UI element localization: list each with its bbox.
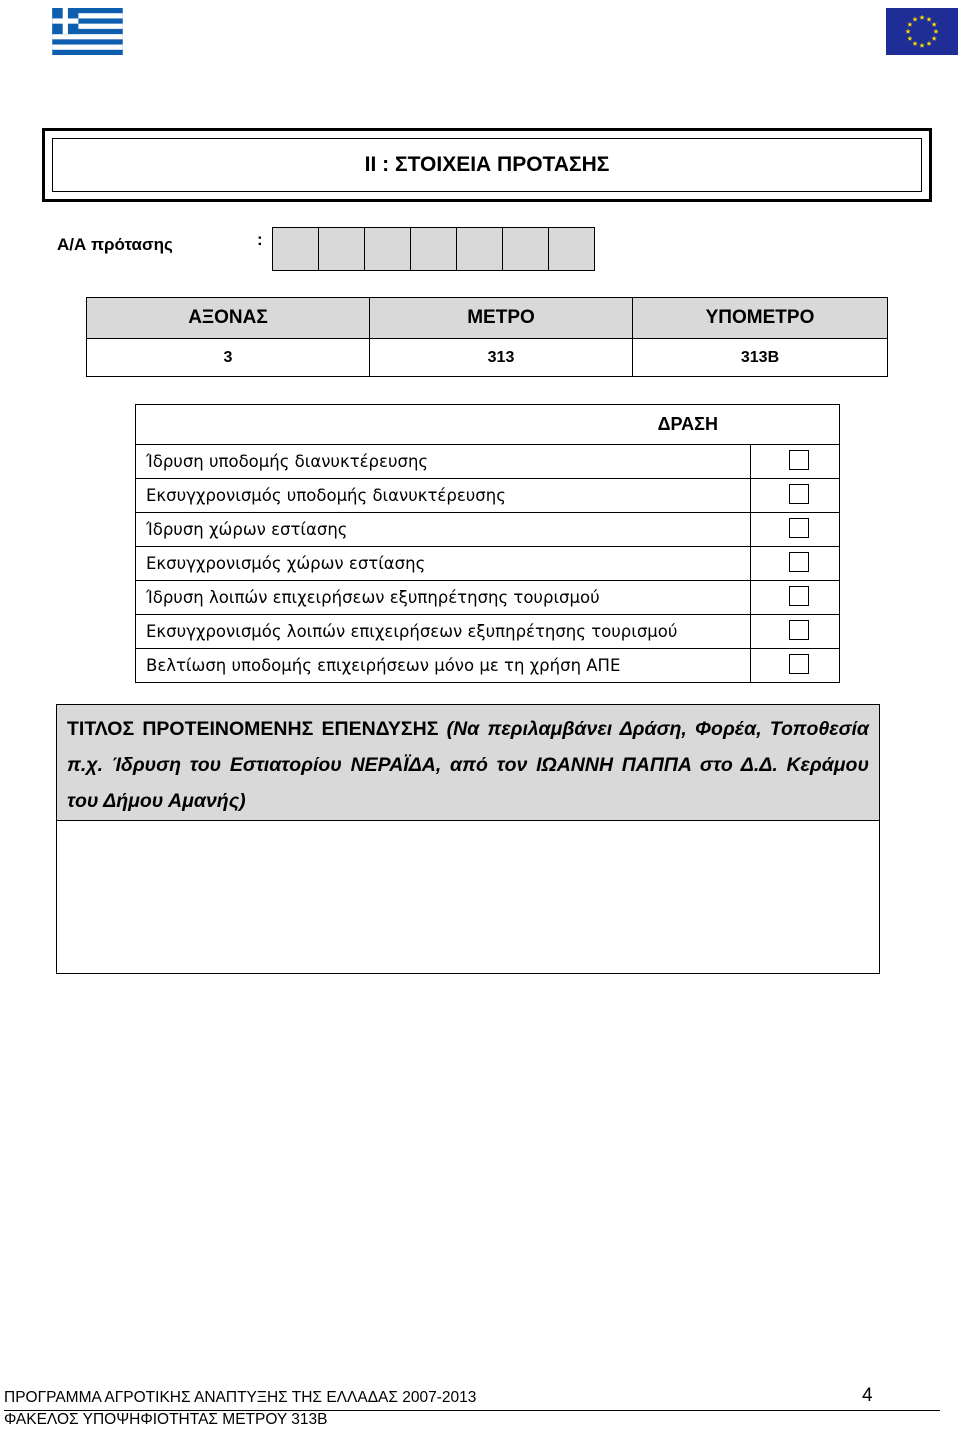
axis-value: 3 <box>87 339 370 377</box>
action-checkbox[interactable] <box>789 620 809 640</box>
section-title-frame <box>42 128 932 202</box>
action-label: Ίδρυση λοιπών επιχειρήσεων εξυπηρέτησης τουρισμού <box>136 581 751 615</box>
action-checkbox[interactable] <box>789 518 809 538</box>
actions-header: ΔΡΑΣΗ <box>136 405 840 445</box>
measure-value: 313 <box>370 339 633 377</box>
proposal-title-label: ΤΙΤΛΟΣ ΠΡΟΤΕΙΝΟΜΕΝΗΣ ΕΠΕΝΔΥΣΗΣ <box>67 718 439 740</box>
aa-digit-box[interactable] <box>319 228 365 270</box>
aa-code-boxes <box>272 227 595 271</box>
aa-digit-box[interactable] <box>365 228 411 270</box>
aa-digit-box[interactable] <box>503 228 549 270</box>
action-label: Ίδρυση χώρων εστίασης <box>136 513 751 547</box>
aa-label: Α/Α πρότασης <box>57 235 173 254</box>
proposal-title-hint: (Να περιλαμβάνει Δράση, Φορέα, Τοποθεσία π.χ. Ίδρυση του Εστιατορίου ΝΕΡΑΪΔΑ, από τον ΙΩΑΝΝΗ ΠΑΠΠΑ στο Δ.Δ. Κεράμου του Δήμου Αμανής) <box>67 718 870 812</box>
actions-table <box>135 404 840 683</box>
action-label: Εκσυγχρονισμός λοιπών επιχειρήσεων εξυπηρέτησης τουρισμού <box>136 615 751 649</box>
axis-measure-table <box>86 297 888 377</box>
action-checkbox[interactable] <box>789 552 809 572</box>
eu-flag-icon <box>886 8 958 55</box>
action-checkbox[interactable] <box>789 450 809 470</box>
section-title: II : ΣΤΟΙΧΕΙΑ ΠΡΟΤΑΣΗΣ <box>52 138 922 192</box>
aa-digit-box[interactable] <box>549 228 594 270</box>
action-row <box>136 649 840 683</box>
action-checkbox[interactable] <box>789 586 809 606</box>
action-checkbox[interactable] <box>789 654 809 674</box>
action-label: Εκσυγχρονισμός υποδομής διανυκτέρευσης <box>136 479 751 513</box>
action-label: Ίδρυση υποδομής διανυκτέρευσης <box>136 445 751 479</box>
action-row <box>136 547 840 581</box>
greek-flag-icon <box>52 8 123 55</box>
footer-folder: ΦΑΚΕΛΟΣ ΥΠΟΨΗΦΙΟΤΗΤΑΣ ΜΕΤΡΟΥ 313Β <box>4 1411 328 1428</box>
footer-program: ΠΡΟΓΡΑΜΜΑ ΑΓΡΟΤΙΚΗΣ ΑΝΑΠΤΥΞΗΣ ΤΗΣ ΕΛΛΑΔΑΣ 2007-2013 <box>4 1389 477 1406</box>
axis-header: ΑΞΟΝΑΣ <box>87 298 370 339</box>
aa-colon: : <box>257 230 263 249</box>
action-row <box>136 513 840 547</box>
proposal-title-box <box>56 704 880 974</box>
action-row <box>136 445 840 479</box>
aa-digit-box[interactable] <box>411 228 457 270</box>
page-number: 4 <box>862 1385 873 1406</box>
aa-digit-box[interactable] <box>273 228 319 270</box>
aa-digit-box[interactable] <box>457 228 503 270</box>
action-label: Εκσυγχρονισμός χώρων εστίασης <box>136 547 751 581</box>
proposal-title-input[interactable] <box>57 821 879 973</box>
action-label: Βελτίωση υποδομής επιχειρήσεων μόνο με τη χρήση ΑΠΕ <box>136 649 751 683</box>
measure-header: ΜΕΤΡΟ <box>370 298 633 339</box>
action-row <box>136 479 840 513</box>
proposal-title-header <box>57 705 879 821</box>
submeasure-header: ΥΠΟΜΕΤΡΟ <box>633 298 888 339</box>
action-row <box>136 615 840 649</box>
action-checkbox[interactable] <box>789 484 809 504</box>
action-row <box>136 581 840 615</box>
submeasure-value: 313Β <box>633 339 888 377</box>
